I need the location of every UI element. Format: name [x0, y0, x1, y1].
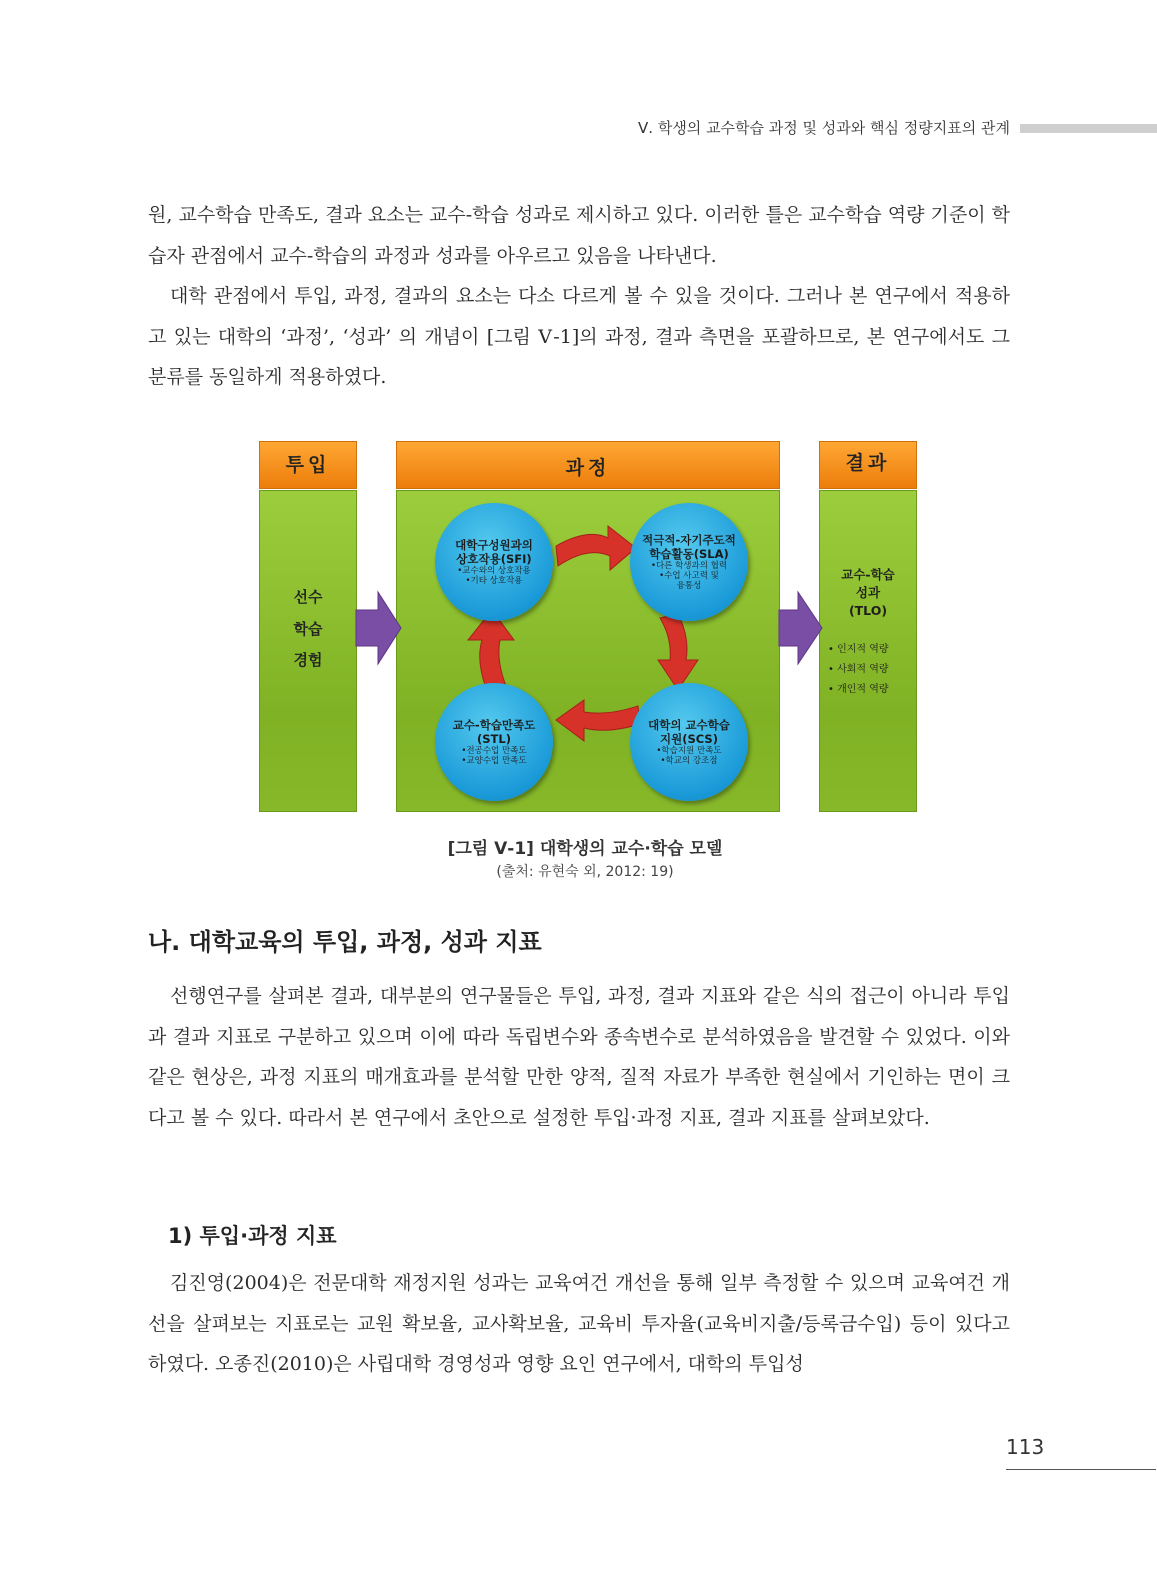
sla-circle [630, 503, 748, 621]
sfi-title: 대학구성원과의 상호작용(SFI) [455, 538, 533, 566]
input-label-line-2: 학습 [293, 620, 323, 638]
scs-title: 대학의 교수학습 지원(SCS) [648, 718, 730, 746]
figure-source: (출처: 유현숙 외, 2012: 19) [496, 864, 674, 880]
tlo-title: 교수-학습 성과 (TLO) [841, 567, 895, 618]
process-to-output-arrow-icon [779, 592, 822, 664]
scs-items: •학습지원 만족도 •학교의 강조점 [656, 746, 722, 766]
paragraph-1: 원, 교수학습 만족도, 결과 요소는 교수-학습 성과로 제시하고 있다. 이러한 틀은 교수학습 역량 기준이 학습자 관점에서 교수-학습의 과정과 성과를 아우르고 있음을 나타낸다. [148, 204, 1010, 267]
paragraph-4: 김진영(2004)은 전문대학 재정지원 성과는 교육여건 개선을 통해 일부 측정할 수 있으며 교육여건 개선을 살펴보는 지표로는 교원 확보율, 교사확보율, 교육비 투자율(교육비지출/등록금수입) 등이 있다고 하였다. 오종진(2010)은 사립대학 경영성과 영향 요인 연구에서, 대학의 투입성 [148, 1272, 1010, 1375]
tlo-item-social: • 사회적 역량 [828, 664, 889, 675]
sla-title: 적극적-자기주도적 학습활동(SLA) [642, 533, 736, 561]
running-header: Ⅴ. 학생의 교수학습 과정 및 성과와 핵심 정량지표의 관계 [638, 119, 1010, 137]
sla-to-scs-arrow-icon [658, 614, 698, 690]
section-heading: 나. 대학교육의 투입, 과정, 성과 지표 [148, 928, 542, 956]
subsection-heading: 1) 투입·과정 지표 [168, 1224, 337, 1248]
stl-circle [435, 683, 553, 801]
page-number-rule [1006, 1469, 1156, 1470]
input-label-line-1: 선수 [293, 588, 323, 606]
sfi-circle [435, 503, 553, 621]
tlo-item-personal: • 개인적 역량 [828, 684, 889, 695]
sfi-to-sla-arrow-icon [556, 526, 636, 570]
paragraph-3: 선행연구를 살펴본 결과, 대부분의 연구물들은 투입, 과정, 결과 지표와 같은 식의 접근이 아니라 투입과 결과 지표로 구분하고 있으며 이에 따라 독립변수와 종속변수로 분석하였음을 발견할 수 있었다. 이와 같은 현상은, 과정 지표의 매개효과를 분석할 만한 양적, 질적 자료가 부족한 현실에서 기인하는 면이 크다고 볼 수 있다. 따라서 본 연구에서 초안으로 설정한 투입·과정 지표, 결과 지표를 살펴보았다. [148, 985, 1010, 1129]
sfi-items: •교수와의 상호작용 •기타 상호작용 [457, 566, 531, 586]
paragraph-2: 대학 관점에서 투입, 과정, 결과의 요소는 다소 다르게 볼 수 있을 것이다. 그러나 본 연구에서 적용하고 있는 대학의 ‘과정’, ‘성과’ 의 개념이 [그림 Ⅴ-1]의 과정, 결과 측면을 포괄하므로, 본 연구에서도 그 분류를 동일하게 적용하였다. [148, 285, 1010, 388]
input-header: 투입 [259, 441, 357, 489]
process-header: 과정 [396, 441, 780, 489]
stl-items: •전공수업 만족도 •교양수업 만족도 [461, 746, 527, 766]
scs-to-stl-arrow-icon [556, 700, 640, 741]
input-to-process-arrow-icon [356, 592, 401, 664]
tlo-item-cognitive: • 인지적 역량 [828, 644, 889, 655]
header-bar [1020, 124, 1157, 133]
stl-title: 교수-학습만족도 (STL) [452, 718, 536, 746]
input-label-line-3: 경험 [293, 651, 323, 669]
teaching-learning-model-figure [258, 438, 918, 816]
stl-to-sfi-arrow-icon [468, 610, 514, 688]
page-number: 113 [1006, 1435, 1045, 1459]
scs-circle [630, 683, 748, 801]
figure-caption: [그림 Ⅴ-1] 대학생의 교수·학습 모델 [447, 839, 723, 859]
figure-arrows [258, 438, 918, 816]
output-header: 결과 [819, 441, 917, 489]
sla-items: •다른 학생과의 협력 •수업 사고력 및 융통성 [650, 561, 728, 591]
